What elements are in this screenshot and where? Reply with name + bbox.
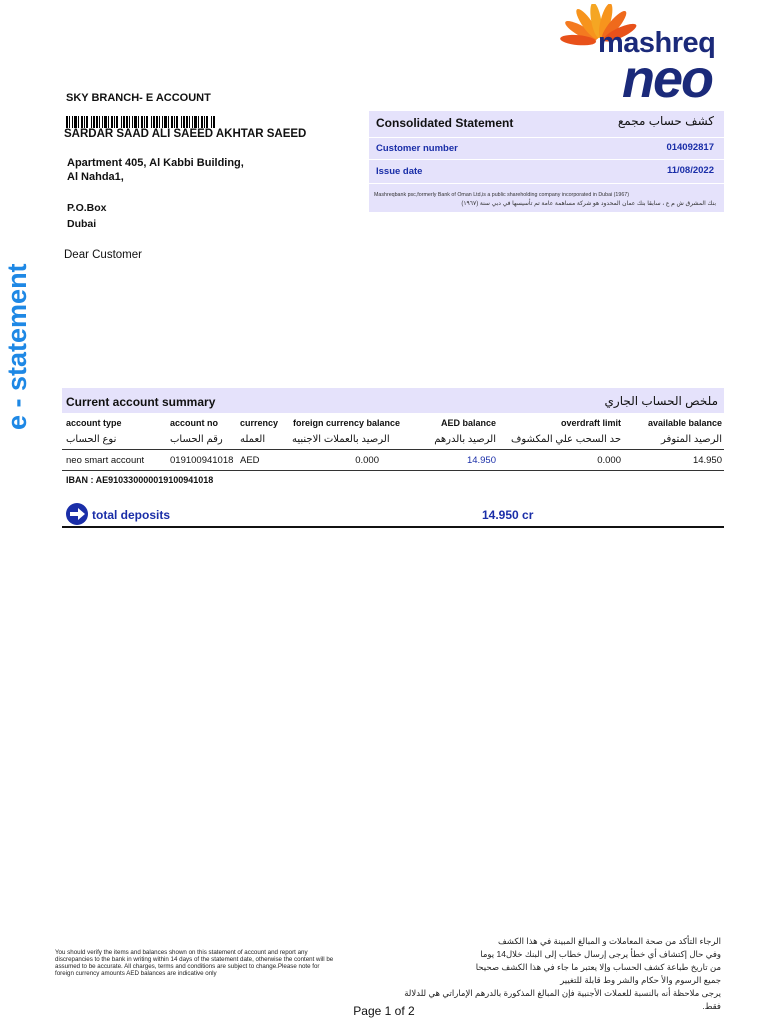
col-foreign-balance-ar: الرصيد بالعملات الاجنبيه [292, 434, 390, 445]
header-divider [62, 449, 724, 450]
footer-ar-line-3: من تاريخ طباعة كشف الحساب وإلا يعتبر ما جاء في هذا الكشف صحيحا [475, 962, 721, 972]
customer-number: 014092817 [666, 142, 714, 153]
col-foreign-balance: foreign currency balance [293, 418, 401, 428]
col-overdraft-limit: overdraft limit [560, 418, 621, 428]
fine-print-en: Mashreqbank psc,formerly Bank of Oman Ltd,is a public shareholding company incorporated in Dubai (1967) [374, 192, 629, 198]
col-overdraft-limit-ar: حد السحب علي المكشوف [511, 434, 621, 445]
issue-date: 11/08/2022 [666, 165, 714, 176]
cb-row-customer [369, 137, 724, 160]
city: Dubai [67, 218, 97, 230]
footer-ar-line-2: وفي حال إكتشاف أي خطأ يرجى إرسال خطاب إلى البنك خلال14 يوما [480, 949, 721, 959]
col-currency-ar: العمله [240, 434, 266, 445]
cb-row-title [369, 111, 724, 138]
brand-name: mashreq [598, 27, 716, 59]
cell-account-type: neo smart account [66, 455, 145, 466]
summary-bar [62, 388, 724, 413]
pobox-block [67, 200, 107, 232]
page-number: Page 1 of 2 [353, 1004, 415, 1018]
footer-ar-line-5: يرجى ملاحظة أنه بالنسبة للعملات الأجنبية فإن المبالغ المذكورة بالدرهم الإماراتي هي للدلالة فقط. [404, 988, 721, 1011]
cell-overdraft-limit: 0.000 [597, 455, 621, 466]
brand-sub: neo [622, 49, 713, 109]
col-available-balance: available balance [647, 418, 722, 428]
col-available-balance-ar: الرصيد المتوفر [661, 434, 722, 445]
cell-foreign-balance: 0.000 [355, 455, 379, 466]
address-line-2: Al Nahda1, [67, 171, 124, 183]
customer-name: SARDAR SAAD ALI SAEED AKHTAR SAEED [64, 128, 307, 140]
footer-disclaimer-ar [401, 935, 721, 1013]
footer-disclaimer-en: You should verify the items and balances shown on this statement of account and report any discrepancies to the bank in writing within 14 days of the statement date, otherwise the content will be assumed to be accurate. All charges, terms and conditions are subject to change.Please note for foreign currency amounts AED balances are indicative only [55, 949, 334, 977]
footer-ar-line-1: الرجاء التأكد من صحة المعاملات و المبالغ المبينة في هذا الكشف [497, 936, 721, 946]
cb-title-ar: كشف حساب مجمع [617, 114, 714, 128]
footer-ar-line-4: جميع الرسوم والأ حكام والشر وط قابلة للتغيير [560, 975, 721, 985]
col-aed-balance: AED balance [440, 418, 496, 428]
iban: IBAN : AE910330000019100941018 [66, 475, 214, 485]
col-account-no-ar: رقم الحساب [170, 434, 223, 445]
col-currency: currency [240, 418, 279, 428]
cell-available-balance: 14.950 [692, 455, 722, 466]
cell-aed-balance: 14.950 [466, 455, 496, 466]
cell-account-no: 019100941018 [170, 455, 234, 466]
col-account-type: account type [66, 418, 122, 428]
arrow-right-circle-icon [65, 502, 89, 526]
fine-print-ar: بنك المشرق ش م ع ، سابقا بنك عمان المحدود هو شركة مساهمة عامة تم تأسيسها في دبي سنة (١٩٦٧) [461, 201, 716, 207]
address [67, 156, 244, 184]
row-divider [62, 470, 724, 471]
customer-number-label: Customer number [376, 143, 458, 154]
e-statement-side-label: e - statement [2, 263, 32, 430]
total-deposits-value: 14.950 cr [482, 508, 534, 522]
cb-title: Consolidated Statement [376, 116, 514, 130]
barcode-icon [66, 116, 216, 128]
consolidated-statement-box [369, 111, 724, 212]
col-account-no: account no [170, 418, 219, 428]
total-underline [62, 526, 724, 528]
cell-currency: AED [240, 455, 260, 466]
total-deposits-label: total deposits [92, 508, 171, 522]
branch-label: SKY BRANCH- E ACCOUNT [66, 92, 211, 104]
pobox: P.O.Box [67, 202, 107, 214]
greeting: Dear Customer [64, 249, 142, 261]
col-account-type-ar: نوع الحساب [66, 434, 117, 445]
col-aed-balance-ar: الرصيد بالدرهم [434, 434, 496, 445]
issue-date-label: Issue date [376, 166, 423, 177]
address-line-1: Apartment 405, Al Kabbi Building, [67, 157, 244, 169]
summary-title: Current account summary [66, 395, 216, 409]
summary-title-ar: ملخص الحساب الجاري [604, 394, 718, 408]
cb-row-issue [369, 159, 724, 184]
